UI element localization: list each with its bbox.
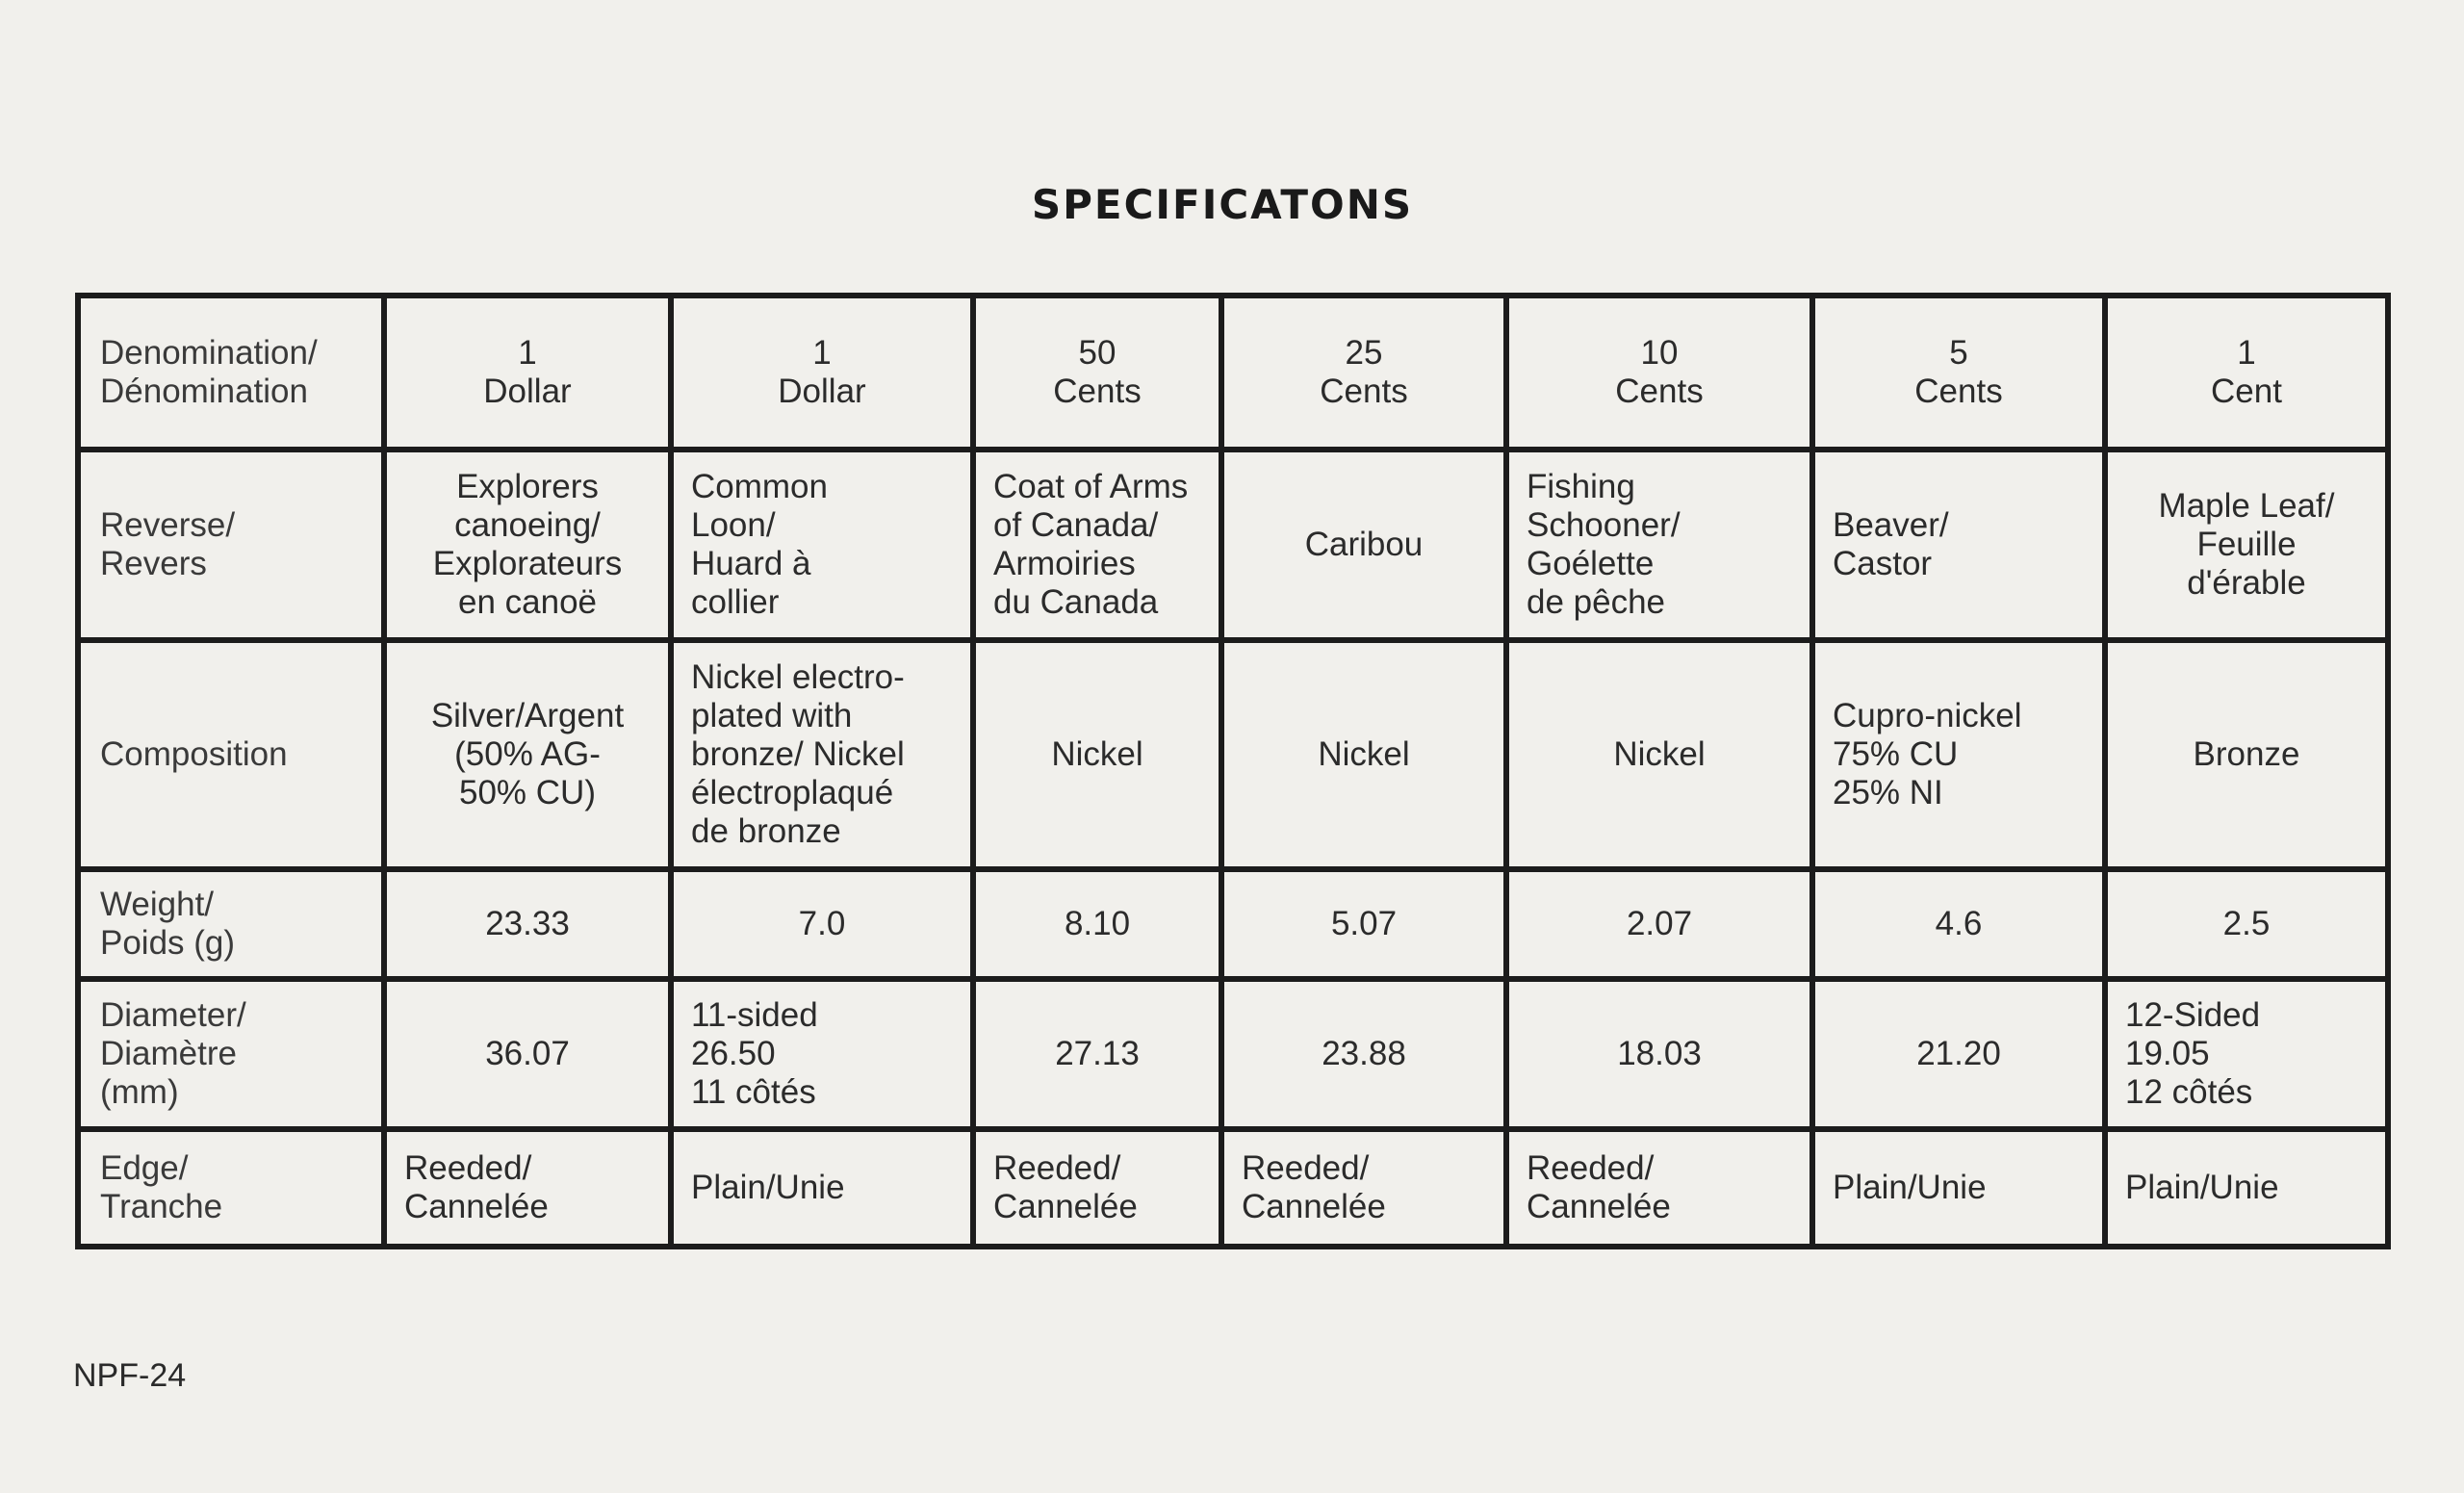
table-cell: Reeded/ Cannelée — [384, 1129, 671, 1247]
page-title: SPECIFICATONS — [1031, 181, 1414, 228]
table-cell: Nickel — [1506, 640, 1812, 869]
table-cell: 27.13 — [973, 979, 1221, 1129]
table-cell: Nickel — [1221, 640, 1506, 869]
table-cell: Coat of Arms of Canada/ Armoiries du Canada — [973, 450, 1221, 640]
table-row-composition — [78, 640, 2388, 869]
table-cell: 25 Cents — [1221, 296, 1506, 450]
row-header-reverse: Reverse/ Revers — [78, 450, 384, 640]
row-header-denomination: Denomination/ Dénomination — [78, 296, 384, 450]
table-cell: 12-Sided 19.05 12 côtés — [2105, 979, 2388, 1129]
table-cell: 1 Cent — [2105, 296, 2388, 450]
row-header-composition: Composition — [78, 640, 384, 869]
table-cell: Explorers canoeing/ Explorateurs en canoë — [384, 450, 671, 640]
table-row-reverse — [78, 450, 2388, 640]
table-cell: Reeded/ Cannelée — [1506, 1129, 1812, 1247]
table-cell: 11-sided 26.50 11 côtés — [671, 979, 973, 1129]
table-cell: Bronze — [2105, 640, 2388, 869]
row-header-diameter: Diameter/ Diamètre (mm) — [78, 979, 384, 1129]
table-row-weight — [78, 869, 2388, 979]
table-cell: 5 Cents — [1812, 296, 2105, 450]
table-cell: 1 Dollar — [671, 296, 973, 450]
row-header-edge: Edge/ Tranche — [78, 1129, 384, 1247]
table-cell: 36.07 — [384, 979, 671, 1129]
row-header-weight: Weight/ Poids (g) — [78, 869, 384, 979]
table-cell: Reeded/ Cannelée — [973, 1129, 1221, 1247]
table-cell: Cupro-nickel 75% CU 25% NI — [1812, 640, 2105, 869]
table-cell: Common Loon/ Huard à collier — [671, 450, 973, 640]
table-cell: Beaver/ Castor — [1812, 450, 2105, 640]
table-cell: 4.6 — [1812, 869, 2105, 979]
table-cell: Reeded/ Cannelée — [1221, 1129, 1506, 1247]
table-cell: 23.33 — [384, 869, 671, 979]
table-cell: Plain/Unie — [671, 1129, 973, 1247]
table-cell: 23.88 — [1221, 979, 1506, 1129]
table-cell: 21.20 — [1812, 979, 2105, 1129]
table-cell: 7.0 — [671, 869, 973, 979]
table-row-diameter — [78, 979, 2388, 1129]
table-cell: 5.07 — [1221, 869, 1506, 979]
table-cell: 50 Cents — [973, 296, 1221, 450]
specifications-table — [75, 293, 2391, 1249]
table-row-edge — [78, 1129, 2388, 1247]
table-cell: Plain/Unie — [2105, 1129, 2388, 1247]
table-cell: Maple Leaf/ Feuille d'érable — [2105, 450, 2388, 640]
table-cell: 8.10 — [973, 869, 1221, 979]
table-cell: Nickel — [973, 640, 1221, 869]
table-cell: 2.07 — [1506, 869, 1812, 979]
table-cell: Nickel electro- plated with bronze/ Nickel électroplaqué de bronze — [671, 640, 973, 869]
table-cell: Plain/Unie — [1812, 1129, 2105, 1247]
table-cell: 2.5 — [2105, 869, 2388, 979]
page-code: NPF-24 — [73, 1357, 187, 1394]
table-cell: Silver/Argent (50% AG- 50% CU) — [384, 640, 671, 869]
table-cell: 10 Cents — [1506, 296, 1812, 450]
table-cell: 1 Dollar — [384, 296, 671, 450]
table-cell: Caribou — [1221, 450, 1506, 640]
table-cell: Fishing Schooner/ Goélette de pêche — [1506, 450, 1812, 640]
table-row-denomination — [78, 296, 2388, 450]
table-cell: 18.03 — [1506, 979, 1812, 1129]
